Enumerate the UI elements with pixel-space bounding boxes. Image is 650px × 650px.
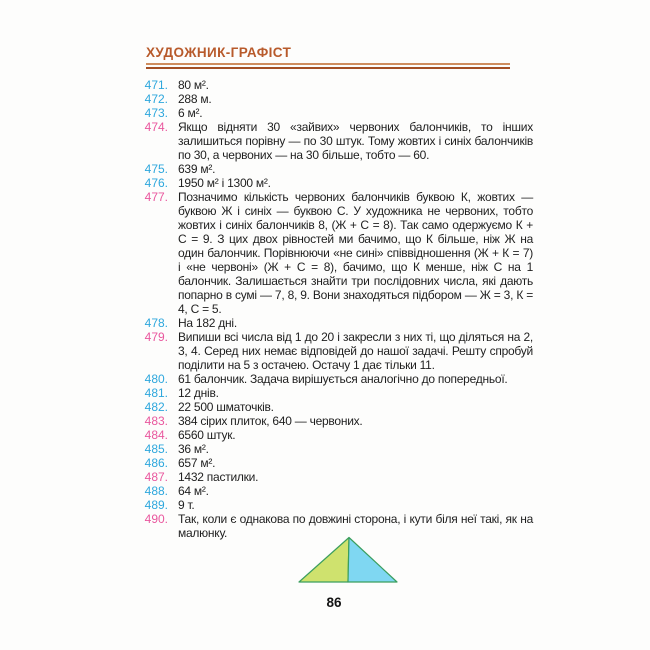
answer-text: 6 м². [178,106,203,120]
answer-number: 481. [144,386,168,400]
left-triangle [299,538,349,583]
answer-row [140,442,534,456]
answer-number: 488. [144,484,168,498]
answer-number: 477. [144,190,168,204]
answer-text: 80 м². [178,78,209,92]
answer-text: 6560 штук. [178,428,236,442]
right-triangle [348,538,397,583]
answer-text: 64 м². [178,484,209,498]
answer-row [140,106,534,120]
answer-text: Випиши всі числа від 1 до 20 і закресли з них ті, що діляться на 2, 3, 4. Серед них немає відповідей до нашої задачі. Решту спробуй поділити на 5 з остачею. Остачу 1 дає тільки 11. [178,330,533,372]
answer-text: 384 сірих плиток, 640 — червоних. [178,414,363,428]
answers-list [140,78,534,540]
answer-text: Позначимо кількість червоних балончиків буквою К, жовтих — буквою Ж і синіх — буквою С. У художника не червоних, тобто жовтих і синіх балончиків 8, (Ж + С = 8). Так само одержуємо К + С = 9. З цих двох рівностей ми бачимо, що К більше, ніж Ж на один балончик. Порівнюючи «не сині» співвідношення (Ж + К = 7) і «не червоні» (Ж + С = 8), бачимо, що К менше, ніж С на 1 балончик. Залишається знайти три послідовних числа, які дають попарно в сумі — 7, 8, 9. Вони знаходяться підбором — Ж = 3, К = 4, С = 5. [178,190,533,316]
answer-number: 489. [144,498,168,512]
answer-row [140,176,534,190]
answer-text: 12 днів. [178,386,219,400]
answer-text: 9 т. [178,498,195,512]
answer-text: 36 м². [178,442,209,456]
answer-row [140,484,534,498]
answer-number: 480. [144,372,168,386]
section-title: ХУДОЖНИК-ГРАФІСТ [146,45,292,60]
answer-number: 475. [144,162,168,176]
answer-text: 22 500 шматочків. [178,400,274,414]
answer-number: 484. [144,428,168,442]
answer-number: 474. [144,120,168,134]
answer-text: 657 м². [178,456,216,470]
answer-row [140,78,534,92]
answer-text: 288 м. [178,92,212,106]
triangle-diagram [297,535,399,584]
answer-number: 471. [144,78,168,92]
answer-row [140,92,534,106]
section-header [146,45,510,69]
answer-text: Так, коли є однакова по довжині сторона, і кути біля неї такі, як на малюнку. [178,512,533,540]
triangle-figure [297,535,399,584]
answer-text: 61 балончик. Задача вирішується аналогічно до попередньої. [178,372,508,386]
answer-number: 482. [144,400,168,414]
answer-row [140,162,534,176]
answer-row [140,414,534,428]
answer-row [140,316,534,330]
answer-number: 472. [144,92,168,106]
answer-row [140,456,534,470]
answer-row [140,470,534,484]
answer-row [140,386,534,400]
answer-row [140,120,534,162]
answer-number: 485. [144,442,168,456]
answer-number: 490. [144,512,168,526]
answer-row [140,372,534,386]
answer-text: 1950 м² і 1300 м². [178,176,271,190]
answer-row [140,330,534,372]
answer-number: 473. [144,106,168,120]
answer-row [140,428,534,442]
answer-text: На 182 дні. [178,316,237,330]
answer-text: 639 м². [178,162,216,176]
answer-text: 1432 пастилки. [178,470,259,484]
answer-row [140,400,534,414]
answer-number: 478. [144,316,168,330]
answer-number: 486. [144,456,168,470]
answer-number: 483. [144,414,168,428]
answer-row [140,498,534,512]
answer-number: 476. [144,176,168,190]
answer-number: 479. [144,330,168,344]
section-rule [146,63,510,69]
answer-text: Якщо відняти 30 «зайвих» червоних балончиків, то інших залишиться порівну — по 30 штук. Тому жовтих і синіх балончиків по 30, а червоних — на 30 більше, тобто — 60. [178,120,533,162]
page-number: 86 [326,595,342,610]
answer-row [140,190,534,316]
answer-number: 487. [144,470,168,484]
